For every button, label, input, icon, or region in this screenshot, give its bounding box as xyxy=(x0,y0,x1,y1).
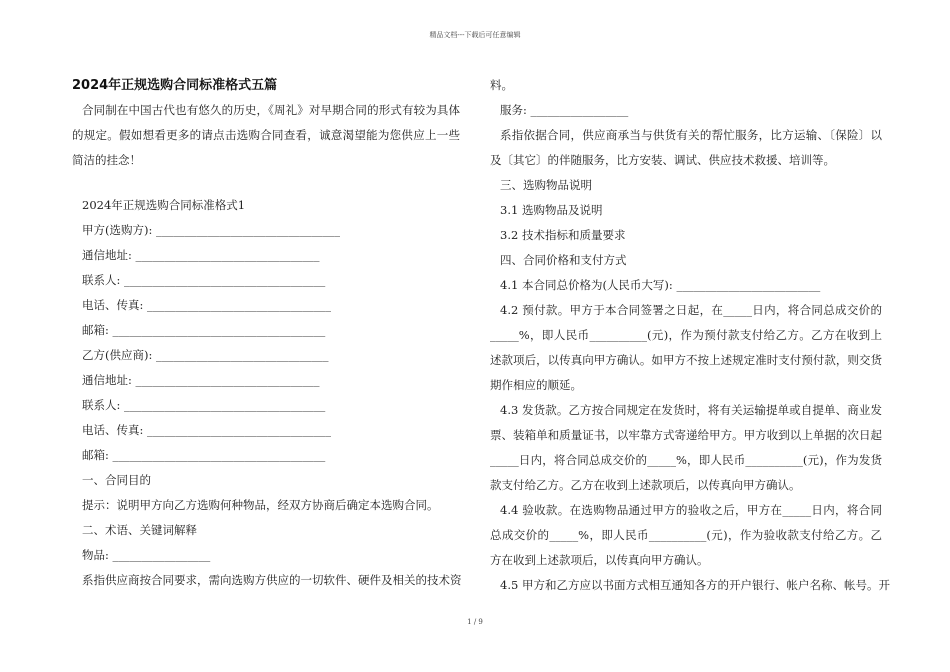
goods-definition: 系指供应商按合同要求，需向选购方供应的一切软件、硬件及相关的技术资 xyxy=(82,573,462,587)
page-header: 精品文档---下载后可任意编辑 xyxy=(429,31,521,39)
party-b-email-field: 邮箱: _____________________________________ xyxy=(82,448,326,462)
party-b-phone-field: 电话、传真: ________________________________ xyxy=(82,423,332,437)
clause-4-2: 4.2 预付款。甲方于本合同签署之日起，在_____日内，将合同总成交价的_____%，即人民币__________(元)，作为预付款支付给乙方。乙方在收到上述款项后，以传真向甲方确认。如甲方不按上述规定准时支付预付款，则交货期作相应的顺延。 xyxy=(490,303,882,392)
section-heading-terms: 二、术语、关键词解释 xyxy=(82,523,197,537)
right-column xyxy=(490,70,890,598)
party-b-contact-field: 联系人: ___________________________________ xyxy=(82,398,326,412)
clause-4-3: 4.3 发货款。乙方按合同规定在发货时，将有关运输提单或自提单、商业发票、装箱单和质量证书，以牢靠方式寄递给甲方。甲方收到以上单据的次日起_____日内，将合同总成交价的_____%，即人民币__________(元)，作为发货款支付给乙方。乙方在收到上述款项后，以传真向甲方确认。 xyxy=(490,403,882,492)
party-a-phone-field: 电话、传真: ________________________________ xyxy=(82,298,332,312)
clause-4-5: 4.5 甲方和乙方应以书面方式相互通知各方的开户银行、帐户名称、帐号。开 xyxy=(500,578,890,592)
spacer xyxy=(72,173,460,193)
intro-paragraph: 合同制在中国古代也有悠久的历史，《周礼》对早期合同的形式有较为具体的规定。假如想看更多的请点击选购合同查看，诚意渴望能为您供应上一些简洁的挂念！ xyxy=(72,103,460,167)
party-a-contact-field: 联系人: ___________________________________ xyxy=(82,273,326,287)
clause-4-4: 4.4 验收款。在选购物品通过甲方的验收之后，甲方在_____日内，将合同总成交价的_____%，即人民币__________(元)，作为验收款支付给乙方。乙方在收到上述款项后，以传真向甲方确认。 xyxy=(490,503,882,567)
party-b-address-field: 通信地址: ________________________________ xyxy=(82,373,320,387)
clause-4-1: 4.1 本合同总价格为(人民币大写): _________________________ xyxy=(500,278,821,292)
party-a-address-field: 通信地址: ________________________________ xyxy=(82,248,320,262)
section-heading-price: 四、合同价格和支付方式 xyxy=(500,253,627,267)
clause-3-1: 3.1 选购物品及说明 xyxy=(500,203,603,217)
purpose-note: 提示：说明甲方向乙方选购何种物品，经双方协商后确定本选购合同。 xyxy=(82,498,439,512)
document-title: 2024年正规选购合同标准格式五篇 xyxy=(72,78,278,93)
goods-field: 物品: _________________ xyxy=(82,548,211,562)
contract-title: 2024年正规选购合同标准格式1 xyxy=(82,198,246,212)
section-heading-purpose: 一、合同目的 xyxy=(82,473,151,487)
service-definition: 系指依据合同，供应商承当与供货有关的帮忙服务，比方运输、〔保险〕以及〔其它〕的伴随服务，比方安装、调试、供应技术救援、培训等。 xyxy=(490,128,882,167)
party-a-email-field: 邮箱: _____________________________________ xyxy=(82,323,326,337)
clause-3-2: 3.2 技术指标和质量要求 xyxy=(500,228,626,242)
service-field: 服务: _________________ xyxy=(500,103,629,117)
left-column xyxy=(72,70,460,593)
page-number: 1 / 9 xyxy=(467,618,483,626)
party-b-field: 乙方(供应商): ______________________________ xyxy=(82,348,329,362)
section-heading-goods: 三、选购物品说明 xyxy=(500,178,592,192)
continued-text: 料。 xyxy=(490,78,513,92)
party-a-field: 甲方(选购方): ________________________________ xyxy=(82,223,341,237)
